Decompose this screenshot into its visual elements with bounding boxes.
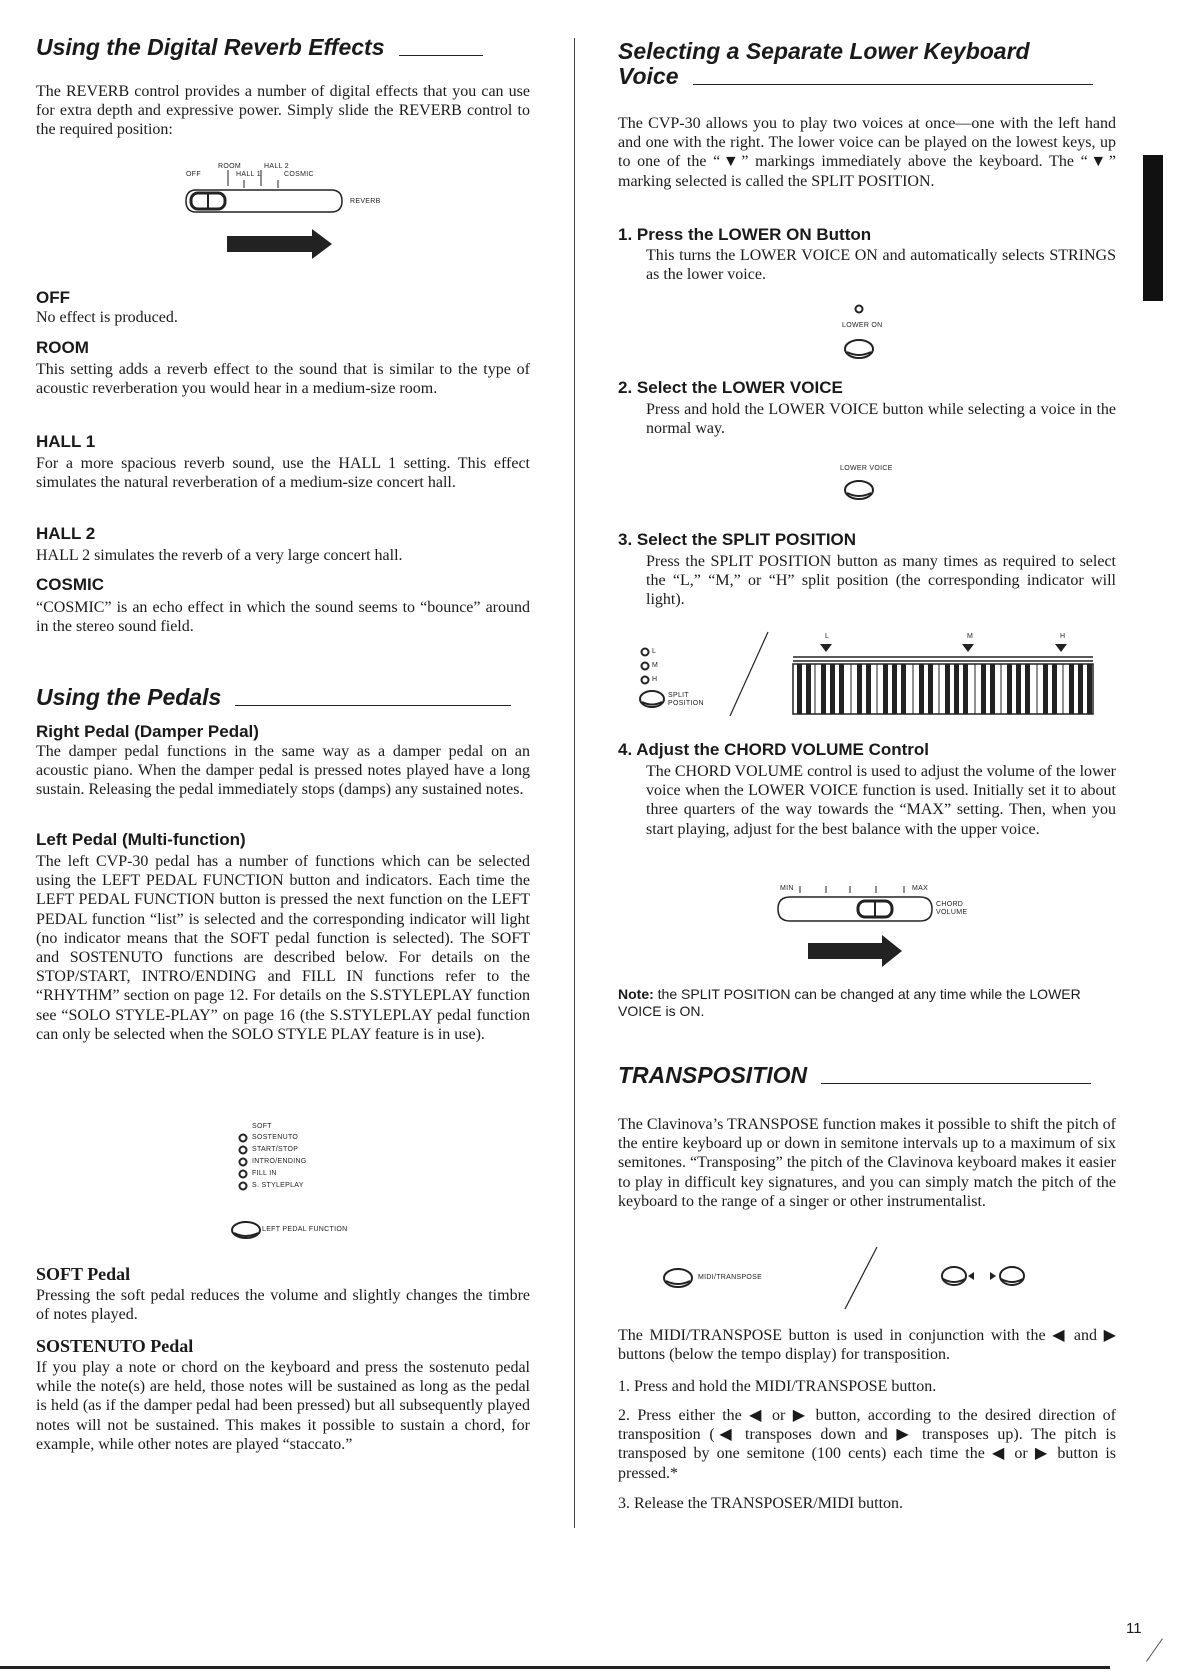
reverb-label-room: ROOM (218, 163, 241, 170)
left-pedal-function-button[interactable] (230, 1220, 266, 1242)
soft-pedal-head: SOFT Pedal (36, 1264, 131, 1284)
step4-head: 4. Adjust the CHORD VOLUME Control (618, 740, 930, 759)
reverb-control-label: REVERB (350, 198, 381, 205)
section-edge-tab (1143, 155, 1163, 301)
reverb-cosmic-head: COSMIC (36, 575, 104, 594)
chord-volume-slider[interactable] (778, 885, 938, 985)
lower-on-label: LOWER ON (842, 322, 883, 329)
transpose-up-button[interactable] (988, 1264, 1028, 1290)
split-mark-h: H (1060, 633, 1066, 640)
right-pedal-text: The damper pedal functions in the same way as a damper pedal on an acoustic piano. When the damper pedal is pressed notes played have a long sustain. Releasing the pedal immediately stops (damps) any sustained notes. (36, 743, 530, 799)
indicator-l: L (652, 648, 657, 655)
reverb-hall2-head: HALL 2 (36, 524, 96, 543)
reverb-intro: The REVERB control provides a number of digital effects that you can use for extra depth and expressive power. Simply slide the REVERB control to the required position: (36, 83, 530, 139)
split-mark-l: L (825, 633, 830, 640)
midi-transpose-button[interactable] (662, 1266, 698, 1290)
reverb-label-hall2: HALL 2 (264, 163, 289, 170)
reverb-label-off: OFF (186, 171, 201, 178)
midi-transpose-label: MIDI/TRANSPOSE (698, 1274, 763, 1281)
step3-head: 3. Select the SPLIT POSITION (618, 530, 857, 549)
note-text: the SPLIT POSITION can be changed at any time while the LOWER VOICE is ON. (618, 986, 1081, 1019)
pedals-title: Using the Pedals (36, 684, 511, 710)
lower-voice-button[interactable] (843, 478, 879, 502)
reverb-title: Using the Digital Reverb Effects (36, 34, 483, 60)
function-start-stop: START/STOP (252, 1146, 299, 1153)
corner-mark (1146, 1638, 1163, 1662)
function-intro-ending: INTRO/ENDING (252, 1158, 307, 1165)
indicator-h: H (652, 676, 658, 683)
reverb-cosmic-text: “COSMIC” is an echo effect in which the sound seems to “bounce” around in the stereo sound field. (36, 599, 530, 636)
transpose-step-3: 3. Release the TRANSPOSER/MIDI button. (618, 1495, 904, 1512)
function-fill-in: FILL IN (252, 1170, 277, 1177)
step2-text: Press and hold the LOWER VOICE button while selecting a voice in the normal way. (646, 401, 1116, 438)
step1-text: This turns the LOWER VOICE ON and automatically selects STRINGS as the lower voice. (646, 247, 1116, 284)
function-s-styleplay: S. STYLEPLAY (252, 1182, 304, 1189)
function-indicators (238, 1133, 248, 1213)
reverb-off-text: No effect is produced. (36, 309, 178, 326)
chord-volume-label-2: VOLUME (936, 909, 968, 916)
lower-on-button[interactable] (843, 305, 879, 363)
left-pedal-head: Left Pedal (Multi-function) (36, 830, 246, 849)
page-bottom-rule (0, 1666, 1110, 1669)
reverb-hall2-text: HALL 2 simulates the reverb of a very large concert hall. (36, 547, 403, 564)
step2-head: 2. Select the LOWER VOICE (618, 378, 843, 397)
indicator-m: M (652, 662, 659, 669)
function-sostenuto: SOSTENUTO (252, 1134, 299, 1141)
reverb-hall1-head: HALL 1 (36, 432, 96, 451)
reverb-slider-diagram (186, 168, 346, 263)
step4-text: The CHORD VOLUME control is used to adjust the volume of the lower voice when the LOWER VOICE function is used. Initially set it to about three quarters of the way towards the “MAX” setting. Then, when you start playing, adjust for the best balance with the upper voice. (646, 763, 1116, 838)
chord-max-label: MAX (912, 885, 929, 892)
reverb-label-hall1: HALL 1 (236, 171, 261, 178)
transpose-break-slash (843, 1245, 883, 1313)
transposition-intro: The Clavinova’s TRANSPOSE function makes it possible to shift the pitch of the entire keyboard up or down in semitone intervals up to a maximum of six semitones. “Transposing” the pitch of the Clavinova keyboard makes it easier to play in difficult key signatures, and you can simply match the pitch of the keyboard to the range of a singer or other instrumentalist. (618, 1116, 1116, 1210)
lower-voice-label: LOWER VOICE (840, 465, 893, 472)
keyboard-diagram (773, 640, 1093, 716)
left-pedal-function-label: LEFT PEDAL FUNCTION (262, 1226, 348, 1233)
lower-voice-intro: The CVP-30 allows you to play two voices at once—one with the left hand and one with the right. The lower voice can be played on the lowest keys, up to one of the “▼” markings immediately above the keyboard. The “▼” marking selected is called the SPLIT POSITION. (618, 115, 1116, 190)
note-label: Note: (618, 986, 654, 1002)
function-soft: SOFT (252, 1123, 272, 1130)
page-number: 11 (1126, 1620, 1142, 1637)
split-label-2: POSITION (668, 700, 704, 707)
chord-volume-label-1: CHORD (936, 901, 964, 908)
transpose-step-2: 2. Press either the ◀ or ▶ button, according to the desired direction of transposition (◀ transposes down and ▶ transposes up). The pitch is transposed by one semitone (100 cents) each time the ◀ or ▶ button is pressed.* (618, 1407, 1116, 1482)
chord-min-label: MIN (780, 885, 794, 892)
reverb-label-cosmic: COSMIC (284, 171, 314, 178)
reverb-room-head: ROOM (36, 338, 89, 357)
transposition-after: The MIDI/TRANSPOSE button is used in conjunction with the ◀ and ▶ buttons (below the tempo display) for transposition. (618, 1327, 1116, 1364)
transpose-step-1: 1. Press and hold the MIDI/TRANSPOSE button. (618, 1378, 937, 1395)
reverb-off-head: OFF (36, 288, 70, 307)
right-pedal-head: Right Pedal (Damper Pedal) (36, 722, 259, 741)
reverb-room-text: This setting adds a reverb effect to the sound that is similar to the type of acoustic reverberation you would hear in a medium-size room. (36, 361, 530, 398)
step1-head: 1. Press the LOWER ON Button (618, 225, 872, 244)
transpose-down-button[interactable] (940, 1264, 976, 1290)
lower-voice-title-line2: Voice (618, 63, 1093, 89)
column-divider (574, 38, 575, 1528)
transposition-title: TRANSPOSITION (618, 1062, 1091, 1088)
reverb-hall1-text: For a more spacious reverb sound, use the HALL 1 setting. This effect simulates the natural reverberation of a medium-size concert hall. (36, 455, 530, 492)
sostenuto-pedal-text: If you play a note or chord on the keyboard and press the sostenuto pedal while the note(s) are held, those notes will be sustained as long as the pedal is held (as if the damper pedal had been pressed) but all subsequently played notes will not be sustained. This makes it possible to sustain a chord, for example, while other notes are played “staccato.” (36, 1359, 530, 1453)
soft-pedal-text: Pressing the soft pedal reduces the volume and slightly changes the timbre of notes played. (36, 1287, 530, 1324)
lower-voice-title-line1: Selecting a Separate Lower Keyboard (618, 38, 1030, 64)
step3-text: Press the SPLIT POSITION button as many times as required to select the “L,” “M,” or “H” split position (the corresponding indicator will light). (646, 553, 1116, 609)
split-label-1: SPLIT (668, 692, 689, 699)
split-mark-m: M (967, 633, 974, 640)
left-pedal-text: The left CVP-30 pedal has a number of functions which can be selected using the LEFT PEDAL FUNCTION button and indicators. Each time the LEFT PEDAL FUNCTION button is pressed the next function on the LEFT PEDAL function “list” is selected and the corresponding indicator will light (no indicator means that the SOFT pedal function is selected). The SOFT and SOSTENUTO functions are described below. For details on the STOP/START, INTRO/ENDING and FILL IN functions refer to the “RHYTHM” section on page 12. For details on the S.STYLEPLAY function see “SOLO STYLE-PLAY” on page 16 (the S.STYLEPLAY pedal function can only be selected when the SOLO STYLE PLAY feature is in use). (36, 853, 530, 1043)
note (618, 986, 1116, 1020)
sostenuto-pedal-head: SOSTENUTO Pedal (36, 1336, 194, 1356)
